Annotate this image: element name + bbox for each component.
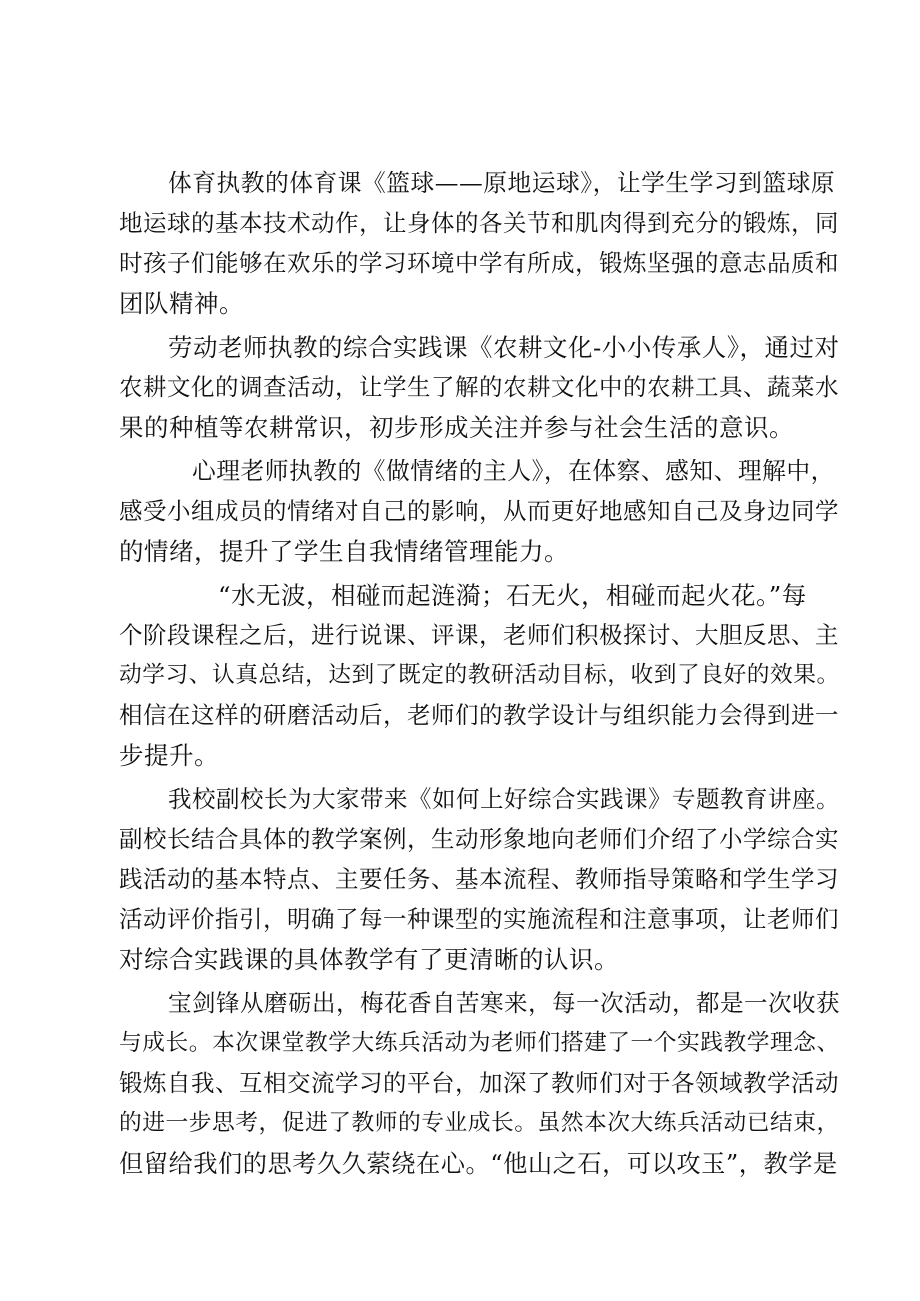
text-line: “水无波，相碰而起涟漪；石无火，相碰而起火花。”每 <box>218 581 807 610</box>
text-line: 个阶段课程之后，进行说课、评课，老师们积极探讨、大胆反思、主 <box>119 621 839 649</box>
text-line: 体育执教的体育课《篮球——原地运球》，让学生学习到篮球原 <box>168 169 836 197</box>
text-line: 我校副校长为大家带来《如何上好综合实践课》专题教育讲座。 <box>168 785 840 813</box>
text-line: 劳动老师执教的综合实践课《农耕文化-小小传承人》，通过对 <box>168 333 840 362</box>
text-line: 宝剑锋从磨砺出，梅花香自苦寒来，每一次活动，都是一次收获 <box>168 989 840 1017</box>
text-line: 的进一步思考，促进了教师的专业成长。虽然本次大练兵活动已结束， <box>119 1110 840 1136</box>
text-line: 副校长结合具体的教学案例，生动形象地向老师们介绍了小学综合实 <box>119 825 839 853</box>
text-line: 活动评价指引，明确了每一种课型的实施流程和注意事项，让老师们 <box>119 905 839 933</box>
text-line: 时孩子们能够在欢乐的学习环境中学有所成，锻炼坚强的意志品质和 <box>119 249 839 277</box>
text-line: 对综合实践课的具体教学有了更清晰的认识。 <box>119 945 619 974</box>
text-line: 步提升。 <box>119 741 219 770</box>
text-line: 地运球的基本技术动作，让身体的各关节和肌肉得到充分的锻炼，同 <box>119 209 839 237</box>
text-line: 的情绪，提升了学生自我情绪管理能力。 <box>119 537 569 566</box>
text-line: 践活动的基本特点、主要任务、基本流程、教师指导策略和学生学习 <box>119 865 839 893</box>
text-line: 心理老师执教的《做情绪的主人》，在体察、感知、理解中， <box>192 457 835 485</box>
text-line: 果的种植等农耕常识，初步形成关注并参与社会生活的意识。 <box>119 413 794 442</box>
text-line: 感受小组成员的情绪对自己的影响，从而更好地感知自己及身边同学 <box>119 497 839 525</box>
text-line: 相信在这样的研磨活动后，老师们的教学设计与组织能力会得到进一 <box>119 701 839 729</box>
text-line: 动学习、认真总结，达到了既定的教研活动目标，收到了良好的效果。 <box>119 662 840 688</box>
text-line: 但留给我们的思考久久萦绕在心。“他山之石，可以攻玉”，教学是 <box>119 1149 838 1178</box>
text-line: 团队精神。 <box>119 289 244 318</box>
text-line: 农耕文化的调查活动，让学生了解的农耕文化中的农耕工具、蔬菜水 <box>119 373 839 401</box>
text-line: 锻炼自我、互相交流学习的平台，加深了教师们对于各领域教学活动 <box>119 1069 839 1097</box>
text-line: 与成长。本次课堂教学大练兵活动为老师们搭建了一个实践教学理念、 <box>119 1030 840 1056</box>
